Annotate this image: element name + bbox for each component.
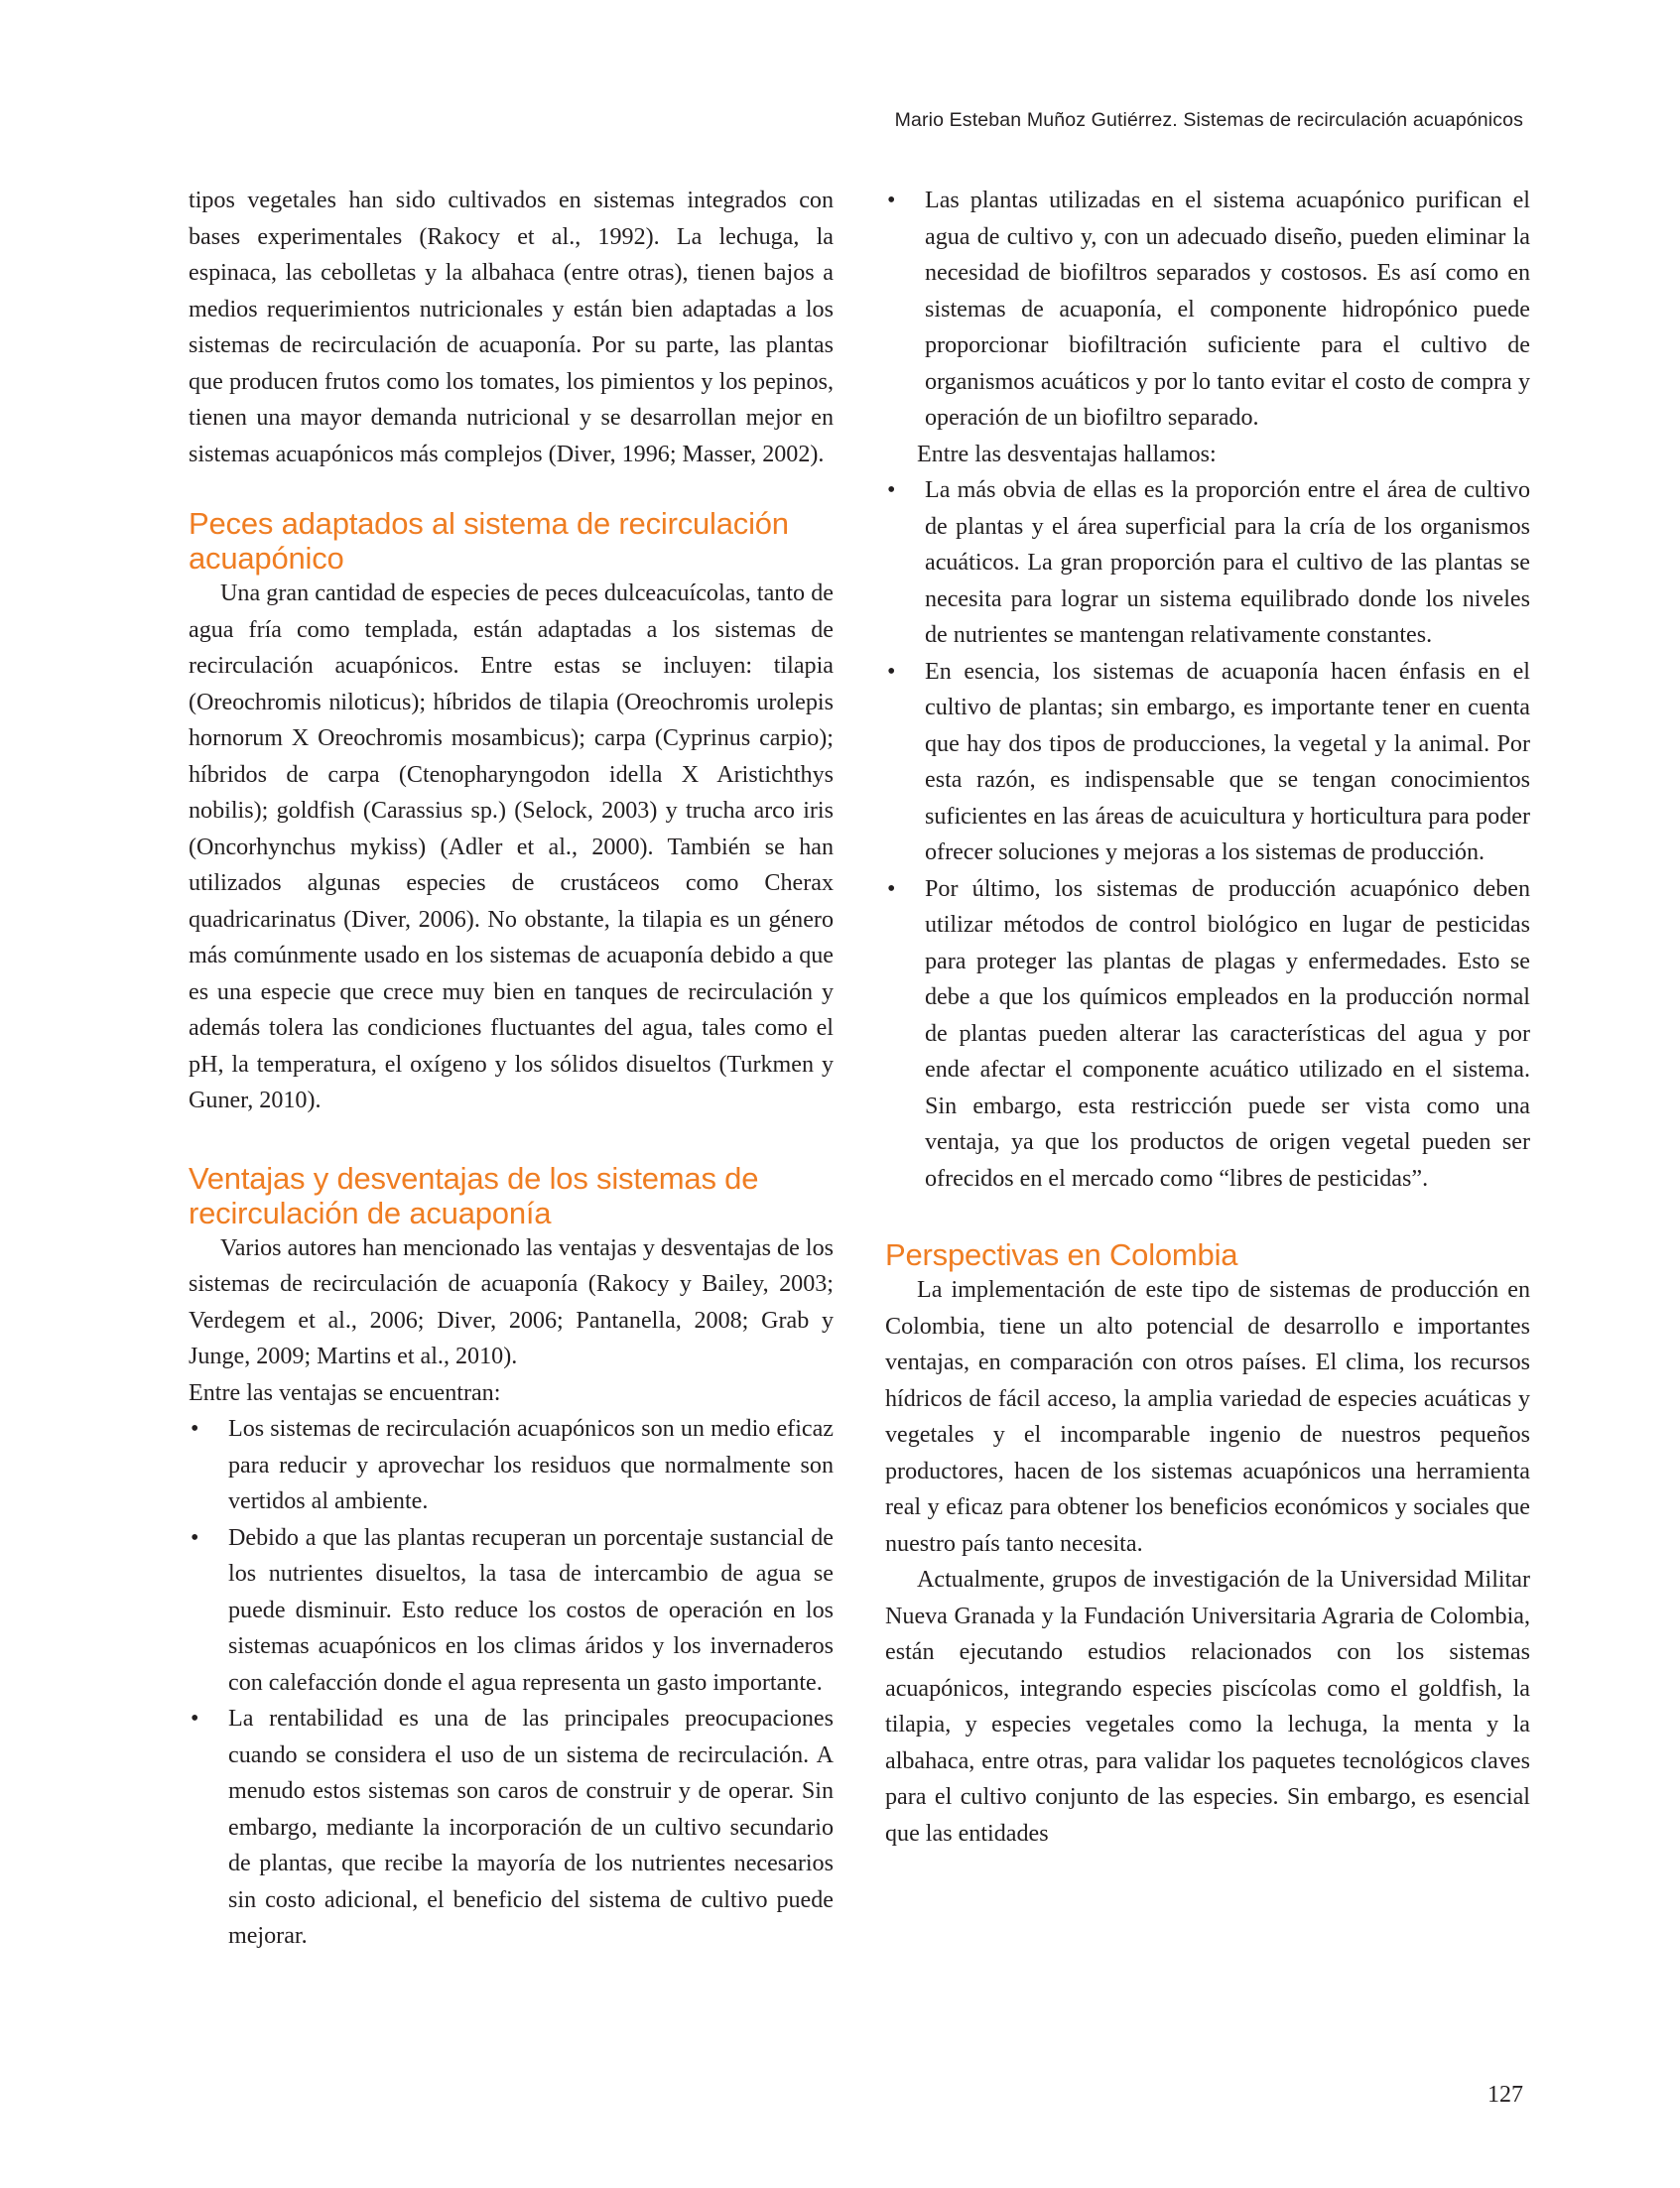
disadvantages-list <box>885 472 1530 1197</box>
paragraph-research-groups: Actualmente, grupos de investigación de la Universidad Militar Nueva Granada y la Fundación Universitaria Agraria de Colombia, están ejecutando estudios relacionados con los sistemas acuapónicos, integrando especies piscícolas como el goldfish, la tilapia, y especies vegetales como la lechuga, la menta y la albahaca, entre otras, para validar los paquetes tecnológicos claves para el cultivo conjunto de las especies. Sin embargo, es esencial que las entidades <box>885 1567 1530 1847</box>
list-item: • En esencia, los sistemas de acuaponía hacen énfasis en el cultivo de plantas; sin embargo, es importante tener en cuenta que hay dos tipos de producciones, la vegetal y la animal. Por esta razón, es indispensable que se tengan conocimientos suficientes en las áreas de acuicultura y horticultura para poder ofrecer soluciones y mejoras a los sistemas de producción. <box>885 654 1530 871</box>
paragraph-fish-species: Una gran cantidad de especies de peces dulceacuícolas, tanto de agua fría como templada, están adaptadas a los sistemas de recirculación acuapónicos. Entre estas se incluyen: tilapia (Oreochromis niloticus); híbridos de tilapia (Oreochromis urolepis hornorum X Oreochromis mosambicus); carpa (Cyprinus carpio); híbridos de carpa (Ctenopharyngodon idella X Aristichthys nobilis); goldfish (Carassius sp.) (Selock, 2003) y trucha arco iris (Oncorhynchus mykiss) (Adler et al., 2000). También se han utilizados algunas especies de crustáceos como Cherax quadricarinatus (Diver, 2006). No obstante, la tilapia es un género más comúnmente usado en los sistemas de acuaponía debido a que es una especie que crece muy bien en tanques de recirculación y además tolera las condiciones fluctuantes del agua, tales como el pH, la temperatura, el oxígeno y los sólidos disueltos (Turkmen y Guner, 2010). <box>189 580 834 1113</box>
advantages-intro: Entre las ventajas se encuentran: <box>189 1379 501 1406</box>
list-item: • La rentabilidad es una de las principales preocupaciones cuando se considera el uso de un sistema de recirculación. A menudo estos sistemas son caros de construir y de operar. Sin embargo, mediante la incorporación de un cultivo secundario de plantas, que recibe la mayoría de los nutrientes necesarios sin costo adicional, el beneficio del sistema de cultivo puede mejorar. <box>189 1701 834 1955</box>
right-column <box>885 183 1530 1852</box>
list-item: • La más obvia de ellas es la proporción entre el área de cultivo de plantas y el área superficial para la cría de los organismos acuáticos. La gran proporción para el cultivo de las plantas se necesita para lograr un sistema equilibrado donde los niveles de nutrientes se mantengan relativamente constantes. <box>885 472 1530 654</box>
paragraph-plants-types: tipos vegetales han sido cultivados en sistemas integrados con bases experimentales (Rakocy et al., 1992). La lechuga, la espinaca, las cebolletas y la albahaca (entre otras), tienen bajos a medios requerimientos nutricionales y están bien adaptadas a los sistemas de recirculación de acuaponía. Por su parte, las plantas que producen frutos como los tomates, los pimientos y los pepinos, tienen una mayor demanda nutricional y se desarrollan mejor en sistemas acuapónicos más complejos (Diver, 1996; Masser, 2002). <box>189 188 834 467</box>
section-heading-advantages: Ventajas y desventajas de los sistemas de recirculación de acuaponía <box>189 1160 759 1230</box>
section-heading-fish: Peces adaptados al sistema de recirculación acuapónico <box>189 506 789 576</box>
list-item: • Por último, los sistemas de producción acuapónico deben utilizar métodos de control biológico en lugar de pesticidas para proteger las plantas de plagas y enfermedades. Esto se debe a que los químicos empleados en la producción normal de plantas pueden alterar las características del agua y por ende afectar el componente acuático utilizado en el sistema. Sin embargo, esta restricción puede ser vista como una ventaja, ya que los productos de origen vegetal pueden ser ofrecidos en el mercado como “libres de pesticidas”. <box>885 871 1530 1198</box>
section-heading-colombia: Perspectivas en Colombia <box>885 1237 1238 1272</box>
list-item: • Los sistemas de recirculación acuapónicos son un medio eficaz para reducir y aprovechar los residuos que normalmente son vertidos al ambiente. <box>189 1411 834 1520</box>
running-header: Mario Esteban Muñoz Gutiérrez. Sistemas de recirculación acuapónicos <box>894 109 1523 131</box>
paragraph-authors: Varios autores han mencionado las ventajas y desventajas de los sistemas de recirculación de acuaponía (Rakocy y Bailey, 2003; Verdegem et al., 2006; Diver, 2006; Pantanella, 2008; Grab y Junge, 2009; Martins et al., 2010). <box>189 1234 834 1369</box>
page-number: 127 <box>1487 2082 1523 2108</box>
list-item: • Debido a que las plantas recuperan un porcentaje sustancial de los nutrientes disueltos, la tasa de intercambio de agua se puede disminuir. Esto reduce los costos de operación en los sistemas acuapónicos en los climas áridos y los invernaderos con calefacción donde el agua representa un gasto importante. <box>189 1520 834 1702</box>
left-column <box>189 183 834 1955</box>
advantages-list-continued <box>885 183 1530 437</box>
advantages-list <box>189 1411 834 1955</box>
list-item: • Las plantas utilizadas en el sistema acuapónico purifican el agua de cultivo y, con un adecuado diseño, pueden eliminar la necesidad de biofiltros separados y costosos. Es así como en sistemas de acuaponía, el componente hidropónico puede proporcionar biofiltración suficiente para el cultivo de organismos acuáticos y por lo tanto evitar el costo de compra y operación de un biofiltro separado. <box>885 183 1530 437</box>
paragraph-colombia-potential: La implementación de este tipo de sistemas de producción en Colombia, tiene un alto potencial de desarrollo e importantes ventajas, en comparación con otros países. El clima, los recursos hídricos de fácil acceso, la amplia variedad de especies acuáticas y vegetales y el incomparable ingenio de nuestros pequeños productores, hacen de los sistemas acuapónicos una herramienta real y eficaz para obtener los beneficios económicos y sociales que nuestro país tanto necesita. <box>885 1277 1530 1557</box>
disadvantages-intro: Entre las desventajas hallamos: <box>917 441 1217 467</box>
